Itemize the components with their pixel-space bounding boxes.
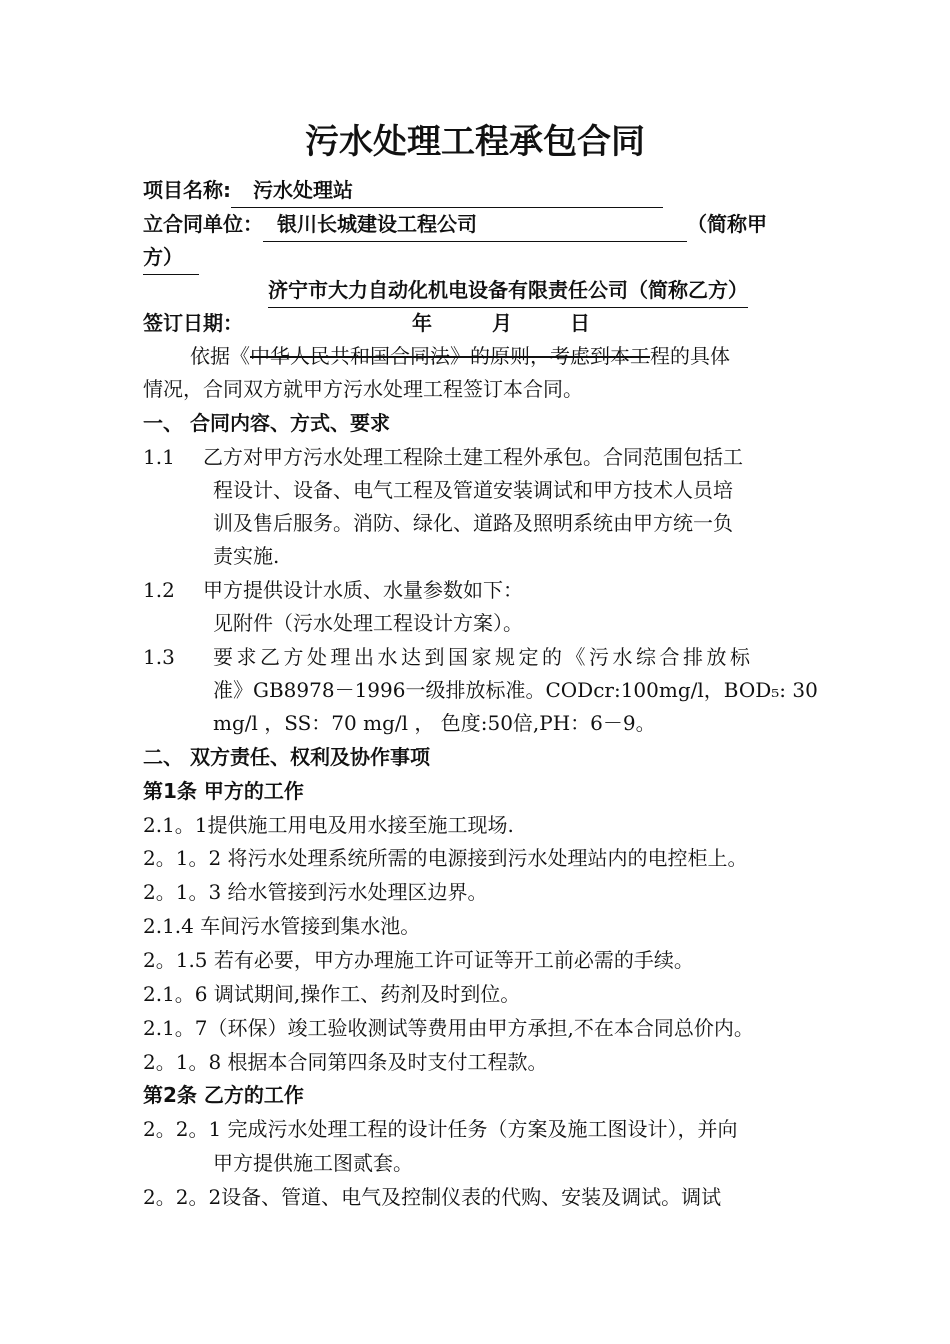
article-2-item-2-line-1: 2。2。2设备、管道、电气及控制仪表的代购、安装及调试。调试: [143, 1185, 722, 1209]
clause-1-2-line-1: 甲方提供设计水质、水量参数如下：: [203, 578, 523, 602]
article-1-item: 2。1。8 根据本合同第四条及时支付工程款。: [143, 1050, 548, 1074]
clause-1-1-number: 1.1: [143, 445, 175, 469]
sign-year: 年: [412, 311, 432, 335]
section-1-heading: 一、 合同内容、方式、要求: [143, 411, 390, 435]
article-2-heading: 第2条 乙方的工作: [143, 1083, 304, 1107]
clause-1-1-line-3: 训及售后服务。消防、绿化、道路及照明系统由甲方统一负: [213, 511, 733, 535]
party-a-line: [143, 208, 767, 242]
clause-1-3-line-1: 要求乙方处理出水达到国家规定的《污水综合排放标: [213, 645, 754, 669]
article-1-item: 2.1。1提供施工用电及用水接至施工现场.: [143, 813, 514, 837]
intro-struck-text: 中华人民共和国合同法》的原则，考虑到本工: [250, 344, 650, 368]
clause-1-3-line-3: mg/l ，SS：70 mg/l ， 色度:50倍,PH：6－9。: [213, 711, 656, 735]
section-2-heading: 二、 双方责任、权利及协作事项: [143, 745, 430, 769]
project-name-value: 污水处理站: [231, 174, 663, 208]
clause-1-2-line-2: 见附件（污水处理工程设计方案）。: [213, 611, 523, 635]
party-b-line: [268, 274, 748, 308]
article-1-item: 2.1。6 调试期间,操作工、药剂及时到位。: [143, 982, 521, 1006]
article-1-item: 2.1。7（环保）竣工验收测试等费用由甲方承担,不在本合同总价内。: [143, 1016, 754, 1040]
party-label: 立合同单位：: [143, 212, 263, 236]
sign-date-line: [143, 307, 243, 340]
article-2-item-1-line-2: 甲方提供施工图贰套。: [213, 1151, 413, 1175]
project-name-label: 项目名称:: [143, 178, 231, 202]
document-title: 污水处理工程承包合同: [305, 122, 645, 162]
sign-date-label: 签订日期：: [143, 311, 243, 335]
intro-suffix: 程的具体: [650, 344, 730, 368]
article-1-item: 2。1.5 若有必要，甲方办理施工许可证等开工前必需的手续。: [143, 948, 694, 972]
article-1-item: 2。1。3 给水管接到污水处理区边界。: [143, 880, 488, 904]
party-a-name: 银川长城建设工程公司: [263, 208, 687, 242]
clause-1-2-number: 1.2: [143, 578, 175, 602]
party-a-suffix-2: 方）: [143, 241, 199, 275]
clause-1-3-line-2: 准》GB8978－1996一级排放标准。CODcr:100mg/l，BOD₅: 30: [213, 678, 818, 702]
sign-day: 日: [570, 311, 590, 335]
article-2-item-1-line-1: 2。2。1 完成污水处理工程的设计任务（方案及施工图设计），并向: [143, 1117, 738, 1141]
article-1-item: 2.1.4 车间污水管接到集水池。: [143, 914, 421, 938]
article-1-item: 2。1。2 将污水处理系统所需的电源接到污水处理站内的电控柜上。: [143, 846, 748, 870]
intro-line-2: 情况，合同双方就甲方污水处理工程签订本合同。: [143, 377, 583, 401]
clause-1-1-line-4: 责实施.: [213, 544, 280, 568]
sign-month: 月: [492, 311, 512, 335]
party-a-suffix-line: [143, 241, 199, 275]
party-b-name: 济宁市大力自动化机电设备有限责任公司（简称乙方）: [268, 274, 748, 308]
intro-line-1: [190, 340, 730, 373]
intro-prefix: 依据《: [190, 344, 250, 368]
clause-1-3-number: 1.3: [143, 645, 175, 669]
article-1-heading: 第1条 甲方的工作: [143, 779, 304, 803]
clause-1-1-line-2: 程设计、设备、电气工程及管道安装调试和甲方技术人员培: [213, 478, 733, 502]
clause-1-1-line-1: 乙方对甲方污水处理工程除土建工程外承包。合同范围包括工: [203, 445, 743, 469]
project-name-line: [143, 174, 663, 208]
party-a-suffix: （简称甲: [687, 212, 767, 236]
